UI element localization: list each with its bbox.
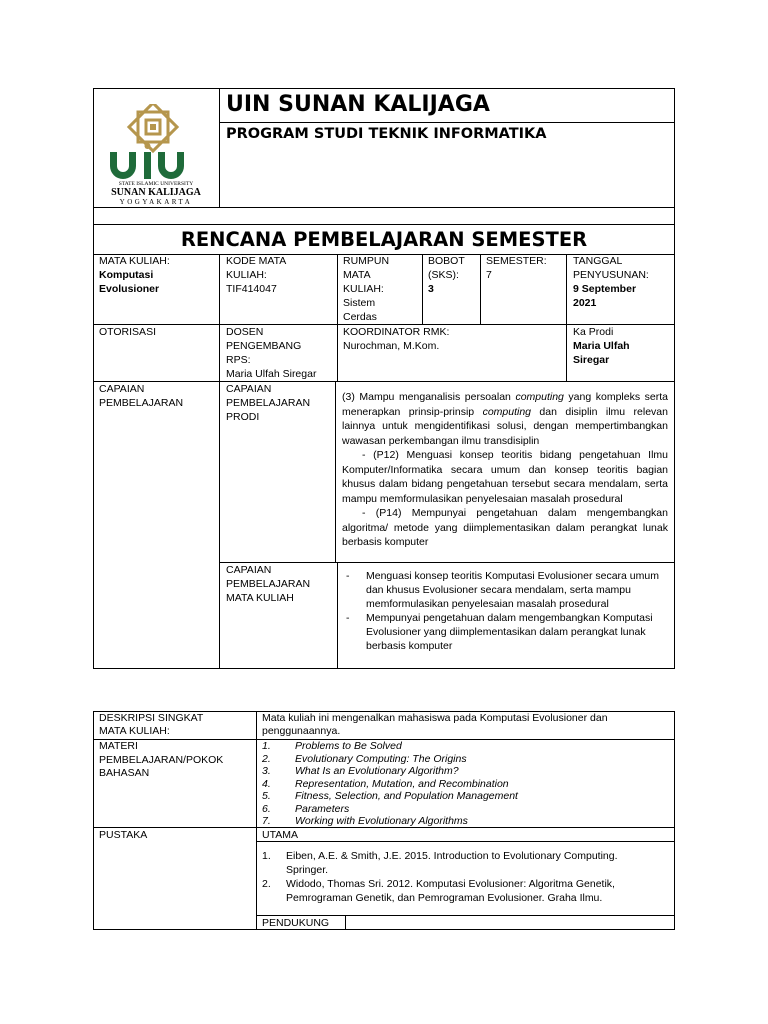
logo-text-name: SUNAN KALIJAGA xyxy=(111,187,201,198)
list-item: 1. Problems to Be Solved xyxy=(262,740,402,752)
program-name: PROGRAM STUDI TEKNIK INFORMATIKA xyxy=(226,126,547,142)
mata-kuliah-cell: MATA KULIAH: Komputasi Evolusioner xyxy=(99,255,170,295)
capaian-prodi-label: CAPAIAN PEMBELAJARAN PRODI xyxy=(226,383,311,423)
list-item: - Menguasi konsep teoritis Komputasi Evolusioner secara umum dan khusus Evolusioner secara mendalam, serta mampu memformulasikan penyelesaian masalah prosedural xyxy=(342,569,660,611)
bobot-cell: BOBOT (SKS): 3 xyxy=(428,255,465,295)
list-item: 2. Widodo, Thomas Sri. 2012. Komputasi Evolusioner: Algoritma Genetik, Pemrograman Genetik, dan Pemrograman Evolusioner. Graha Ilmu. xyxy=(262,878,615,904)
pendukung-label: PENDUKUNG xyxy=(262,917,330,929)
list-item: 1. Eiben, A.E. & Smith, J.E. 2015. Introduction to Evolutionary Computing. Springer. xyxy=(262,850,618,876)
otorisasi-label: OTORISASI xyxy=(99,326,156,338)
list-item: 5. Fitness, Selection, and Population Management xyxy=(262,790,518,802)
list-item: 7. Working with Evolutionary Algorithms xyxy=(262,815,468,827)
semester-cell: SEMESTER: 7 xyxy=(486,255,547,281)
materi-label: MATERI PEMBELAJARAN/POKOK BAHASAN xyxy=(99,740,224,779)
list-item: 4. Representation, Mutation, and Recombination xyxy=(262,777,509,790)
pustaka-label: PUSTAKA xyxy=(99,829,148,841)
reference-list xyxy=(262,849,662,905)
capaian-label: CAPAIAN PEMBELAJARAN xyxy=(99,383,184,409)
deskripsi-label: DESKRIPSI SINGKAT MATA KULIAH: xyxy=(99,712,204,737)
kaprodi-cell: Ka Prodi Maria Ulfah Siregar xyxy=(573,326,630,366)
rumpun-cell: RUMPUN MATA KULIAH: Sistem Cerdas xyxy=(343,255,390,323)
list-item: - Mempunyai pengetahuan dalam mengembangkan Komputasi Evolusioner yang diimplementasikan dalam perangkat lunak berbasis komputer xyxy=(342,611,660,653)
list-item: 3. What Is an Evolutionary Algorithm? xyxy=(262,765,459,777)
capaian-mk-list xyxy=(342,569,660,653)
deskripsi-value: Mata kuliah ini mengenalkan mahasiswa pada Komputasi Evolusioner dan penggunaannya. xyxy=(262,712,608,737)
logo-text-state: STATE ISLAMIC UNIVERSITY xyxy=(118,181,194,187)
list-item: 2. Evolutionary Computing: The Origins xyxy=(262,752,467,765)
kode-cell: KODE MATA KULIAH: TIF414047 xyxy=(226,255,287,295)
capaian-prodi-text: (3) Mampu menganalisis persoalan computing yang kompleks serta menerapkan prinsip-prinsip computing dan disiplin ilmu relevan lainnya untuk mengidentifikasi solusi, dengan mempertimbangkan wawasan perkembangan ilmu transdisiplin - (P12) Menguasi konsep teoritis bidang pengetahuan Ilmu Komputer/Informatika secara umum dan konsep teoritis bagian khusus dalam bidang pengetahuan tersebut secara mendalam, serta mampu memformulasikan penyelesaian masalah prosedural - (P14) Mempunyai pengetahuan dalam mengembangkan algoritma/ metode yang diimplementasikan dalam perangkat lunak berbasis komputer xyxy=(342,391,668,548)
koordinator-cell: KOORDINATOR RMK: Nurochman, M.Kom. xyxy=(343,326,450,352)
dosen-cell: DOSEN PENGEMBANG RPS: Maria Ulfah Siregar xyxy=(226,326,317,380)
tanggal-cell: TANGGAL PENYUSUNAN: 9 September 2021 xyxy=(573,255,649,309)
university-name: UIN SUNAN KALIJAGA xyxy=(226,92,490,117)
capaian-mk-label: CAPAIAN PEMBELAJARAN MATA KULIAH xyxy=(226,564,311,604)
materi-list xyxy=(262,740,662,828)
page-title: RENCANA PEMBELAJARAN SEMESTER xyxy=(180,228,588,251)
list-item: 6. Parameters xyxy=(262,802,350,815)
utama-label: UTAMA xyxy=(262,829,298,841)
logo-text-city: YOGYAKARTA xyxy=(119,198,193,206)
